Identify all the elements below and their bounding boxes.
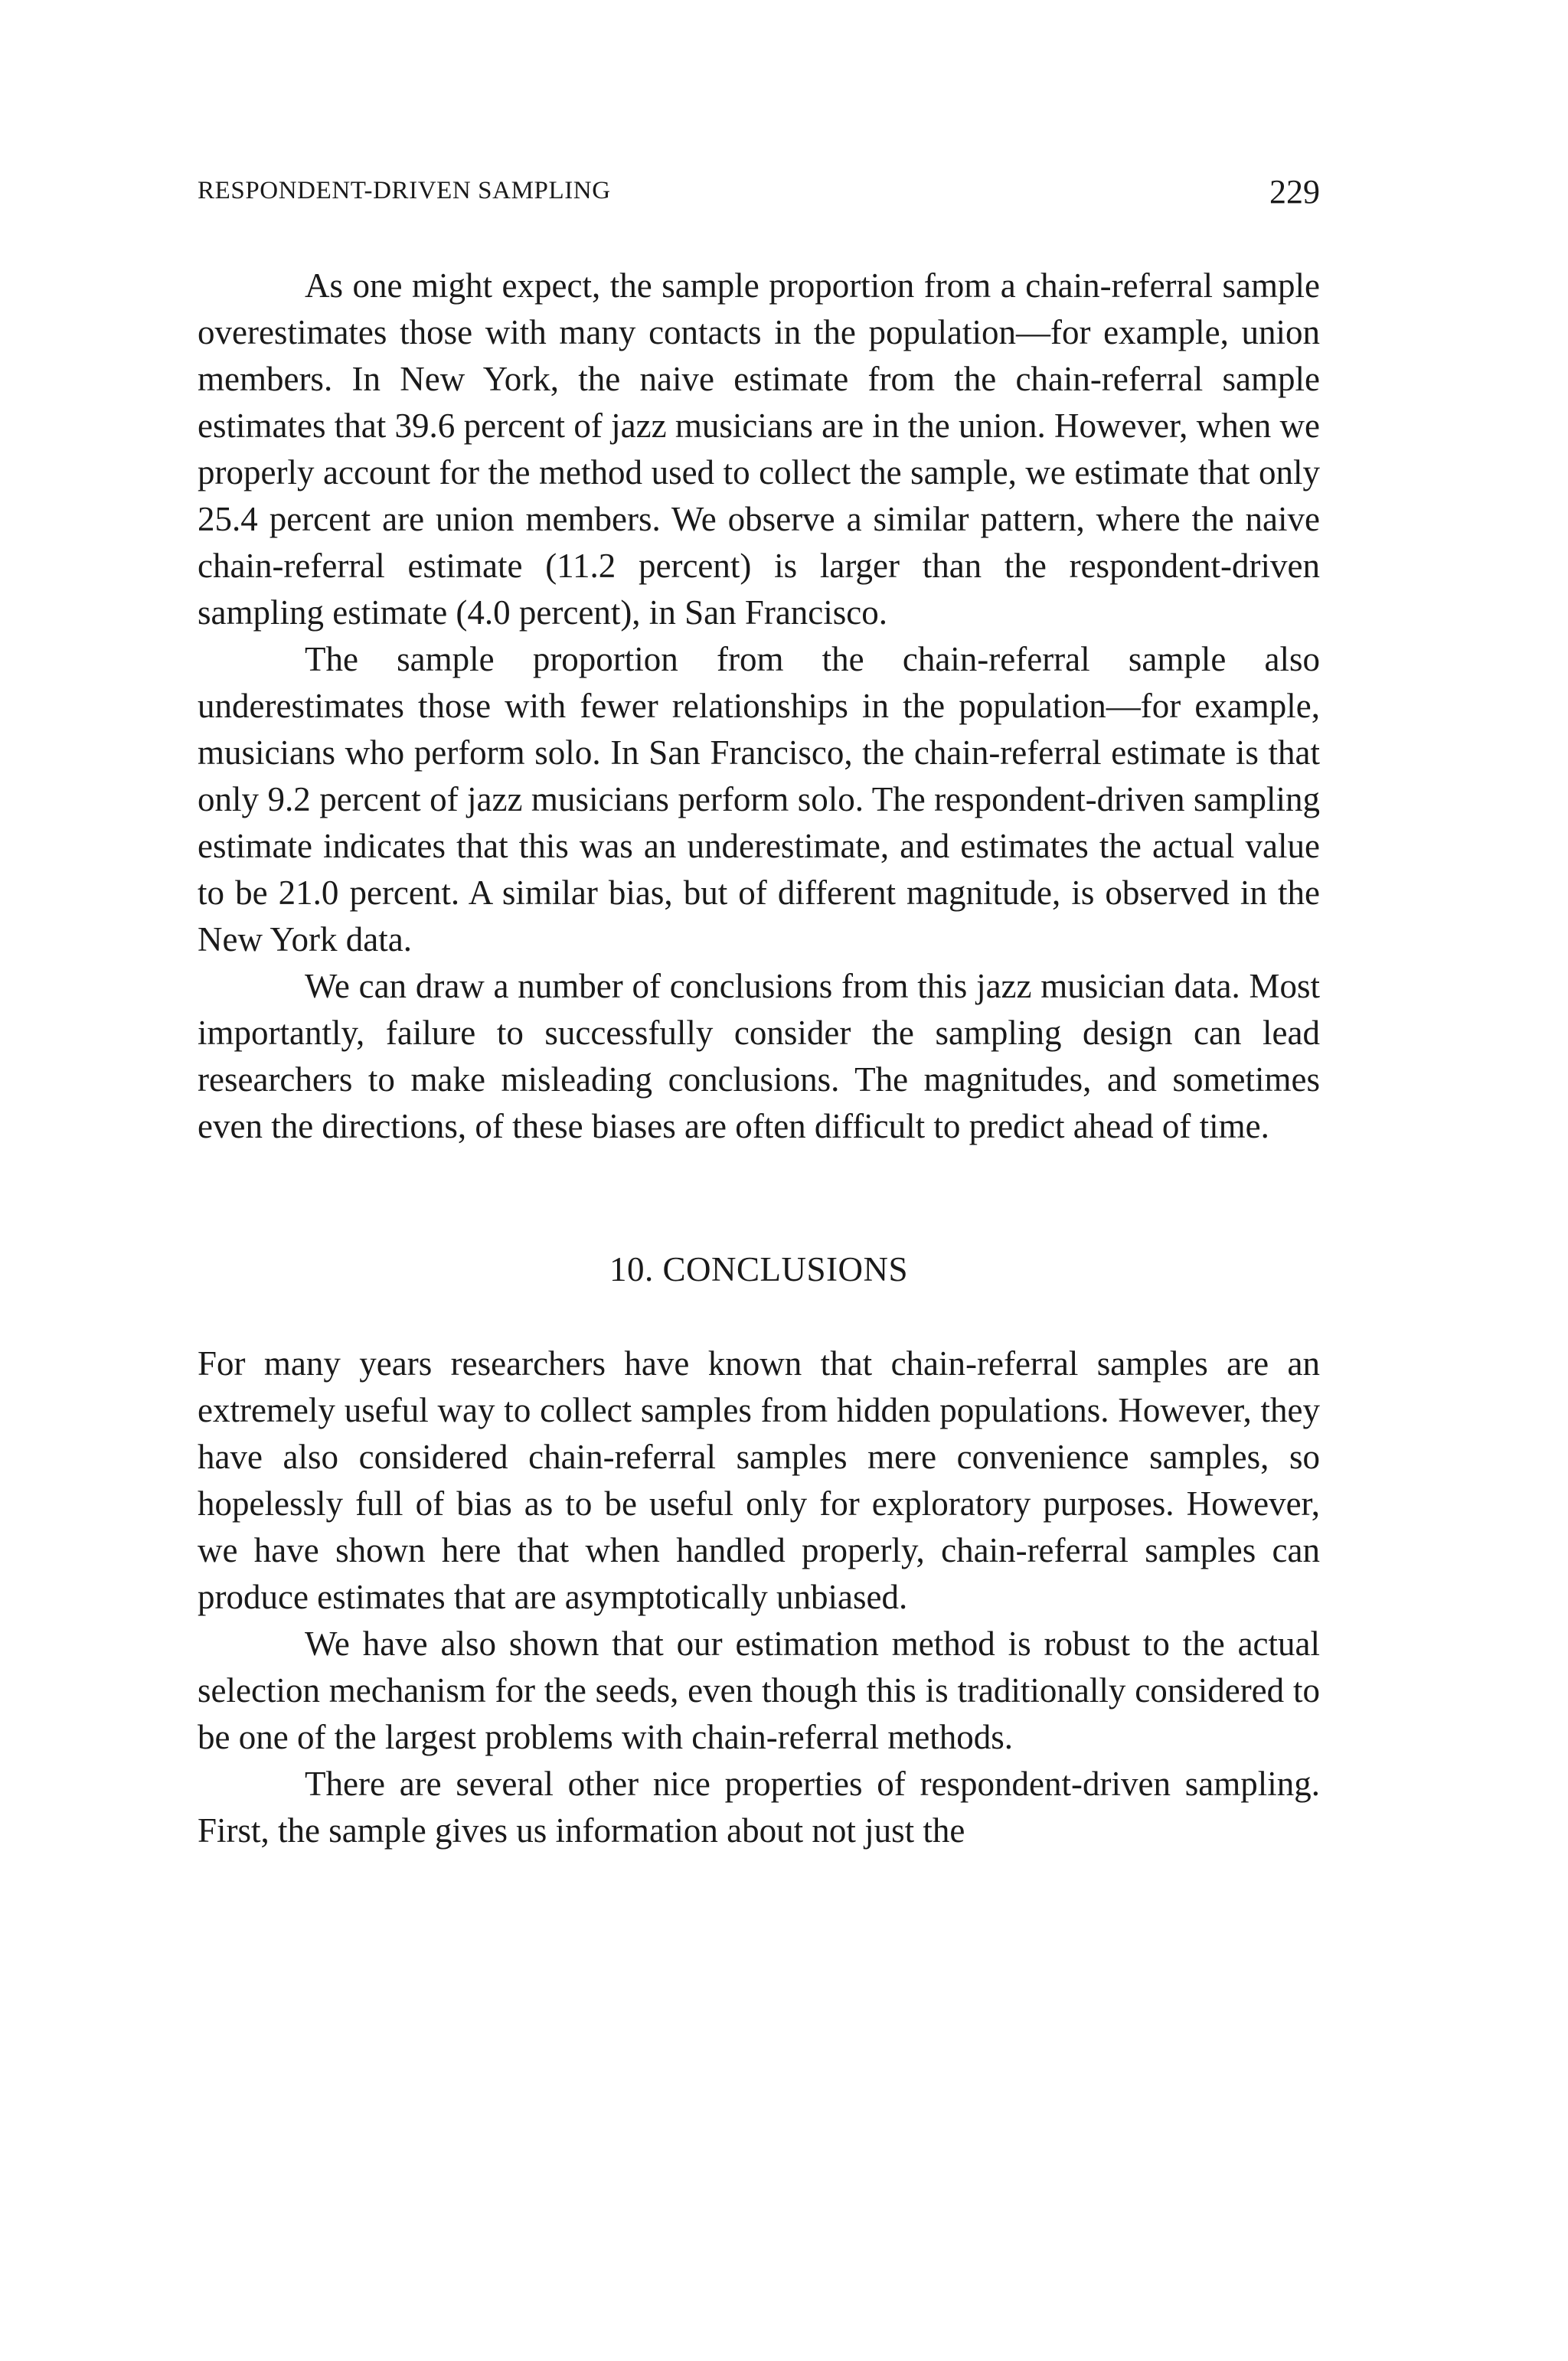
paragraph-union-members: As one might expect, the sample proportion from a chain-referral sample overestimates those with many contacts in the population—for example, union members. In New York, the naive estimate from the chain-referral sample estimates that 39.6 percent of jazz musicians are in the union. However, when we properly account for the method used to collect the sample, we estimate that only 25.4 percent are union members. We observe a similar pattern, where the naive chain-referral estimate (11.2 percent) is larger than the respondent-driven sampling estimate (4.0 percent), in San Francisco. — [198, 266, 1320, 632]
paragraph-other-properties: There are several other nice properties of respondent-driven sampling. First, the sample gives us information about not just the — [198, 1765, 1320, 1850]
running-header — [198, 172, 1320, 218]
section-heading-conclusions: 10. CONCLUSIONS — [609, 1250, 909, 1288]
paragraph-solo-musicians: The sample proportion from the chain-referral sample also underestimates those with fewer relationships in the population—for example, musicians who perform solo. In San Francisco, the chain-referral estimate is that only 9.2 percent of jazz musicians perform solo. The respondent-driven sampling estimate indicates that this was an underestimate, and estimates the actual value to be 21.0 percent. A similar bias, but of different magnitude, is observed in the New York data. — [198, 640, 1320, 958]
paragraph-robust-estimation: We have also shown that our estimation method is robust to the actual selection mechanism for the seeds, even though this is traditionally considered to be one of the largest problems with chain-referral methods. — [198, 1625, 1320, 1756]
page — [198, 172, 1320, 1854]
paragraph-conclusions-jazz: We can draw a number of conclusions from this jazz musician data. Most importantly, failure to successfully consider the sampling design can lead researchers to make misleading conclusions. The magnitudes, and sometimes even the directions, of these biases are often difficult to predict ahead of time. — [198, 967, 1320, 1145]
page-number: 229 — [1269, 173, 1320, 211]
paragraph-chain-referral-history: For many years researchers have known that chain-referral samples are an extremely useful way to collect samples from hidden populations. However, they have also considered chain-referral samples mere convenience samples, so hopelessly full of bias as to be useful only for exploratory purposes. However, we have shown here that when handled properly, chain-referral samples can produce estimates that are asymptotically unbiased. — [198, 1344, 1320, 1616]
running-title: RESPONDENT-DRIVEN SAMPLING — [198, 177, 611, 204]
